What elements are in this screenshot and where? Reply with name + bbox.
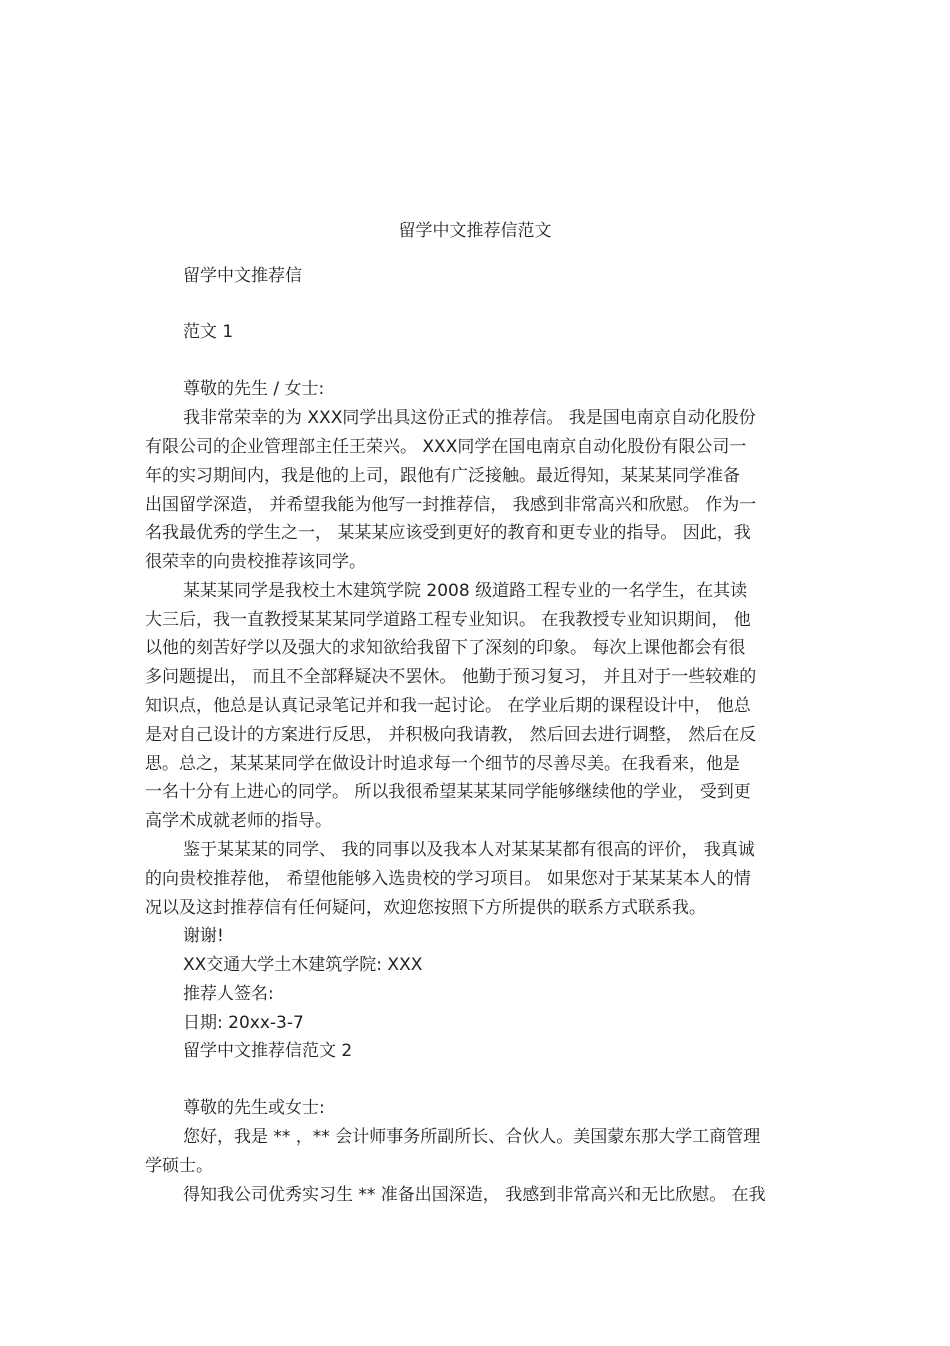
paragraph-line: 名我最优秀的学生之一， 某某某应该受到更好的教育和更专业的指导。 因此，我	[145, 523, 751, 543]
paragraph-line: 出国留学深造， 并希望我能为他写一封推荐信， 我感到非常高兴和欣慰。 作为一	[145, 495, 757, 515]
date-line: 日期: 20xx-3-7	[183, 1013, 304, 1033]
signature-label: 推荐人签名:	[183, 984, 274, 1004]
paragraph-line: 以他的刻苦好学以及强大的求知欲给我留下了深刻的印象。 每次上课他都会有很	[145, 638, 746, 658]
subtitle: 留学中文推荐信	[183, 266, 302, 286]
paragraph-line: 的向贵校推荐他， 希望他能够入选贵校的学习项目。 如果您对于某某某本人的情	[145, 869, 751, 889]
paragraph-line: 鉴于某某某的同学、 我的同事以及我本人对某某某都有很高的评价， 我真诚	[183, 840, 755, 860]
paragraph-line: 我非常荣幸的为 XXX同学出具这份正式的推荐信。 我是国电南京自动化股份	[183, 408, 756, 428]
paragraph-line: 是对自己设计的方案进行反思， 并积极向我请教， 然后回去进行调整， 然后在反	[145, 725, 757, 745]
paragraph-line: 高学术成就老师的指导。	[145, 811, 332, 831]
paragraph-line: 得知我公司优秀实习生 ** 准备出国深造， 我感到非常高兴和无比欣慰。 在我	[183, 1185, 766, 1205]
signature-institution: XX交通大学土木建筑学院: XXX	[183, 955, 423, 975]
section-heading-2: 留学中文推荐信范文 2	[183, 1041, 353, 1061]
paragraph-line: 况以及这封推荐信有任何疑问，欢迎您按照下方所提供的联系方式联系我。	[145, 898, 706, 918]
paragraph-line: 您好，我是 ** ，** 会计师事务所副所长、合伙人。美国蒙东那大学工商管理	[183, 1127, 761, 1147]
paragraph-line: 学硕士。	[145, 1156, 213, 1176]
paragraph-line: 有限公司的企业管理部主任王荣兴。 XXX同学在国电南京自动化股份有限公司一	[145, 437, 747, 457]
section-heading-1: 范文 1	[183, 322, 234, 342]
paragraph-line: 很荣幸的向贵校推荐该同学。	[145, 552, 366, 572]
paragraph-line: 知识点，他总是认真记录笔记并和我一起讨论。 在学业后期的课程设计中， 他总	[145, 696, 751, 716]
salutation-2: 尊敬的先生或女士:	[183, 1098, 325, 1118]
paragraph-line: 某某某同学是我校土木建筑学院 2008 级道路工程专业的一名学生，在其读	[183, 581, 748, 601]
paragraph-line: 多问题提出， 而且不全部释疑决不罢休。 他勤于预习复习， 并且对于一些较难的	[145, 667, 757, 687]
paragraph-line: 一名十分有上进心的同学。 所以我很希望某某某同学能够继续他的学业， 受到更	[145, 782, 751, 802]
closing-thanks: 谢谢!	[183, 926, 224, 946]
document-title: 留学中文推荐信范文	[398, 221, 552, 241]
paragraph-line: 大三后，我一直教授某某某同学道路工程专业知识。 在我教授专业知识期间， 他	[145, 610, 751, 630]
paragraph-line: 年的实习期间内，我是他的上司，跟他有广泛接触。最近得知，某某某同学准备	[145, 466, 740, 486]
salutation-1: 尊敬的先生 / 女士:	[183, 379, 325, 399]
paragraph-line: 思。总之，某某某同学在做设计时追求每一个细节的尽善尽美。在我看来，他是	[145, 754, 740, 774]
